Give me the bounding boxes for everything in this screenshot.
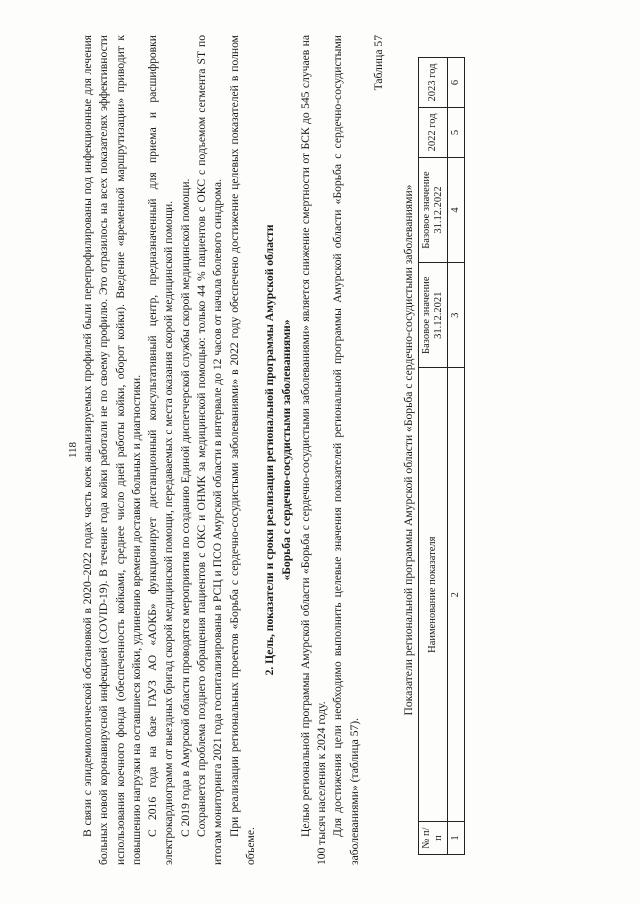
table-row bbox=[447, 58, 464, 855]
paragraph-project-results: При реализации региональных проектов «Борьба с сердечно-сосудистыми заболеваниями» в 2022 году обеспечено достижение целевых показателей в полном объеме. bbox=[227, 35, 257, 865]
header-base-2022: Базовое значение 31.12.2022 bbox=[418, 157, 447, 262]
section-heading-line1: 2. Цель, показатели и сроки реализации региональной программы Амурской области bbox=[263, 224, 277, 676]
rotated-page-content bbox=[80, 35, 620, 865]
table-number: Таблица 57 bbox=[372, 35, 386, 91]
table-caption: Показатели региональной программы Амурской области «Борьба с сердечно-сосудистыми заболеваниями» bbox=[402, 184, 416, 716]
table-header-row bbox=[418, 58, 447, 855]
header-number: № п/п bbox=[418, 822, 447, 855]
column-number-cell: 5 bbox=[447, 107, 464, 157]
paragraph-consult-center: С 2016 года на базе ГАУЗ АО «АОКБ» функционирует дистанционный консультативный центр, предназначенный для приема и расшифровки электрокардиограмм от выездных бригад скорой медицинской помощи, передаваемых с места оказания скорой медицинской помощи. bbox=[146, 35, 176, 865]
header-year-2023: 2023 год bbox=[418, 58, 447, 108]
column-number-cell: 4 bbox=[447, 157, 464, 262]
header-indicator-name: Наименование показателя bbox=[418, 368, 447, 822]
section-heading-line2: «Борьба с сердечно-сосудистыми заболеваниями» bbox=[279, 319, 293, 581]
indicators-table bbox=[418, 57, 465, 855]
column-number-cell: 2 bbox=[447, 368, 464, 822]
page-number: 118 bbox=[67, 441, 79, 459]
paragraph-program-goal: Целью региональной программы Амурской области «Борьба с сердечно-сосудистыми заболеваниями» является снижение смертности от БСК до 545 случаев на 100 тысяч населения к 2024 году. bbox=[298, 35, 329, 865]
column-number-cell: 6 bbox=[447, 58, 464, 108]
header-base-2021: Базовое значение 31.12.2021 bbox=[418, 263, 447, 368]
column-number-cell: 1 bbox=[447, 822, 464, 855]
paragraph-target-values: Для достижения цели необходимо выполнить целевые значения показателей региональной программы Амурской области «Борьба с сердечно-сосудистыми заболеваниями» (таблица 57). bbox=[331, 35, 361, 865]
header-year-2022: 2022 год bbox=[418, 107, 447, 157]
paragraph-late-referral: Сохраняется проблема позднего обращения пациентов с ОКС и ОНМК за медицинской помощью: только 44 % пациентов с ОКС с подъемом сегмента ST по итогам мониторинга 2021 года госпитализированы в РСЦ и ПСО Амурской области в интервале до 12 часов от начала болевого синдрома. bbox=[195, 35, 225, 865]
paragraph-dispatch-service: С 2019 года в Амурской области проводятся мероприятия по созданию Единой диспетчерской службы скорой медицинской помощи. bbox=[178, 178, 192, 837]
paragraph-epidemiology: В связи с эпидемиологической обстановкой в 2020–2022 годах часть коек анализируемых профилей были перепрофилированы под инфекционные для лечения больных новой коронавирусной инфекцией (COVID-19). В течение года койки работали не по своему профилю. Это отразилось на всех показателях эффективности использования коечного фонда (обеспеченность койками, среднее число дней работы койки, оборот койки). Введение «временной маршрутизации» приводит к повышению нагрузки на оставшиеся койки, удлинению времени доставки больных и диагностики. bbox=[81, 35, 143, 865]
column-number-cell: 3 bbox=[447, 263, 464, 368]
